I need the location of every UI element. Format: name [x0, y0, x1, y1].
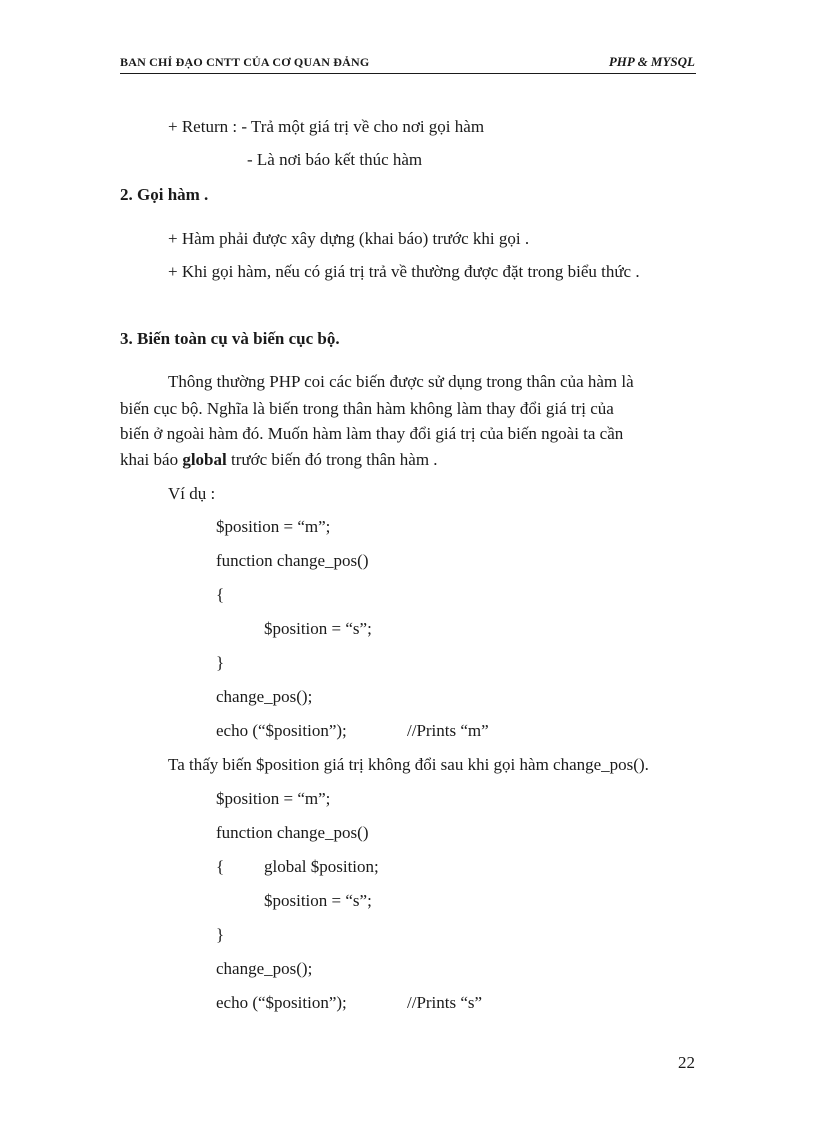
- global-keyword: global: [182, 450, 227, 469]
- return-line-2: - Là nơi báo kết thúc hàm: [247, 150, 423, 169]
- paragraph-line-4-prefix: khai báo: [120, 450, 183, 469]
- paragraph-line-2: biến cục bộ. Nghĩa là biến trong thân hàm không làm thay đổi giá trị của: [120, 399, 614, 418]
- code-2-close-brace: }: [216, 925, 225, 944]
- code-1-body: $position = “s”;: [264, 619, 372, 638]
- code-1-function-declaration: function change_pos(): [216, 551, 369, 570]
- code-1-echo: echo (“$position”);: [216, 721, 347, 740]
- code-1-close-brace: }: [216, 653, 225, 672]
- return-line-1: + Return : - Trả một giá trị về cho nơi gọi hàm: [168, 117, 485, 136]
- code-1-open-brace: {: [216, 585, 225, 604]
- paragraph-line-4-suffix: trước biến đó trong thân hàm .: [226, 450, 438, 469]
- paragraph-line-1: Thông thường PHP coi các biến được sử dụng trong thân của hàm là: [168, 372, 634, 391]
- code-2-comment: //Prints “s”: [407, 993, 483, 1012]
- header-subject: PHP & MYSQL: [608, 54, 695, 69]
- code-2-body: $position = “s”;: [264, 891, 372, 910]
- code-1-call: change_pos();: [216, 687, 313, 706]
- header-divider: [120, 73, 696, 74]
- header-title: BAN CHỈ ĐẠO CNTT CỦA CƠ QUAN ĐẢNG: [120, 55, 370, 69]
- code-1-assign: $position = “m”;: [216, 517, 331, 536]
- code-2-open-brace: {: [216, 857, 225, 876]
- section-2-bullet-2: + Khi gọi hàm, nếu có giá trị trả về thường được đặt trong biểu thức .: [168, 262, 640, 281]
- paragraph-line-4: [120, 450, 438, 470]
- paragraph-line-3: biến ở ngoài hàm đó. Muốn hàm làm thay đổi giá trị của biến ngoài ta cần: [120, 424, 624, 443]
- code-2-call: change_pos();: [216, 959, 313, 978]
- page-number: 22: [678, 1053, 695, 1072]
- code-1-comment: //Prints “m”: [407, 721, 489, 740]
- code-2-function-declaration: function change_pos(): [216, 823, 369, 842]
- code-2-assign: $position = “m”;: [216, 789, 331, 808]
- observation-line: Ta thấy biến $position giá trị không đổi sau khi gọi hàm change_pos().: [168, 755, 649, 774]
- section-3-heading: 3. Biến toàn cụ và biến cục bộ.: [120, 329, 340, 348]
- code-2-global-statement: global $position;: [264, 857, 379, 876]
- example-label: Ví dụ :: [168, 484, 216, 503]
- code-2-echo: echo (“$position”);: [216, 993, 347, 1012]
- section-2-heading: 2. Gọi hàm .: [120, 185, 209, 204]
- section-2-bullet-1: + Hàm phải được xây dựng (khai báo) trước khi gọi .: [168, 229, 530, 248]
